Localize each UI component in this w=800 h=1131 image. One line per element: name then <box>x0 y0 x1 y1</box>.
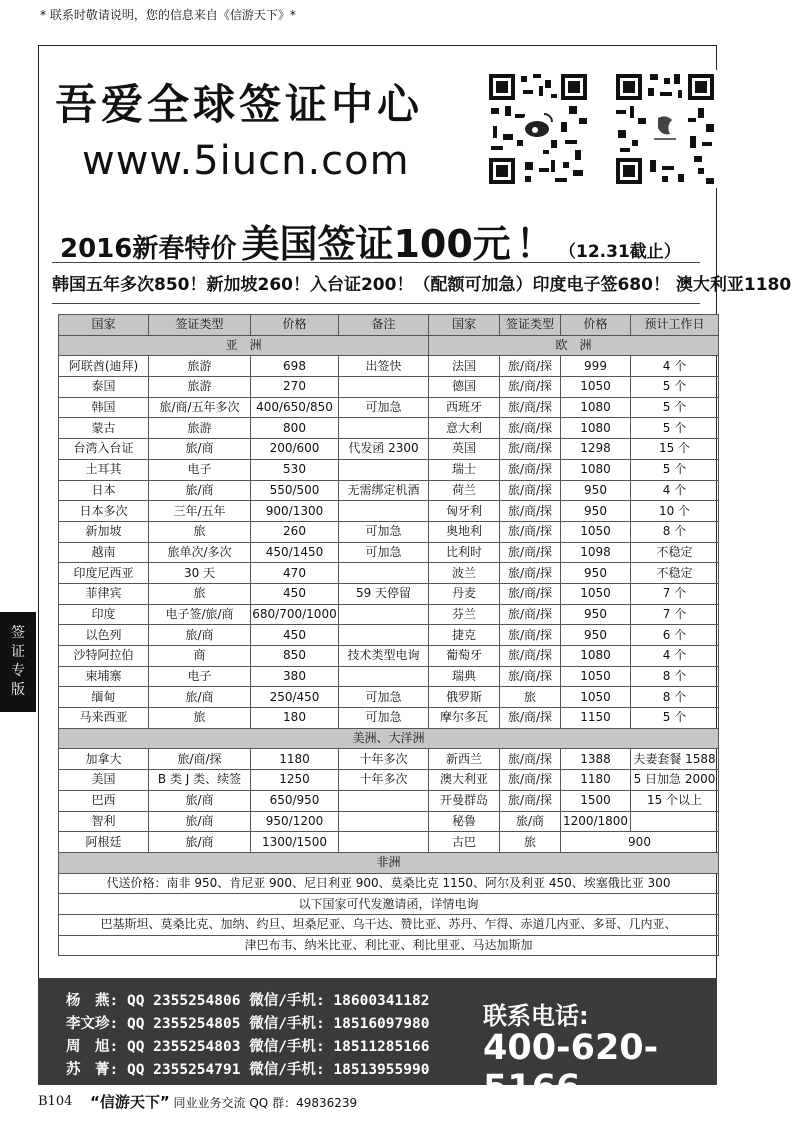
contact-row: 周 旭: QQ 2355254803 微信/手机: 18511285166 <box>66 1039 430 1055</box>
table-cell <box>339 418 429 439</box>
table-cell: 4 个 <box>631 356 719 377</box>
table-cell: 秘鲁 <box>429 811 500 832</box>
table-cell: 200/600 <box>251 439 339 460</box>
table-cell: 1150 <box>561 708 631 729</box>
table-row <box>59 459 719 480</box>
table-row <box>59 356 719 377</box>
table-cell: 950/1200 <box>251 811 339 832</box>
table-cell: 1080 <box>561 459 631 480</box>
table-cell: 出签快 <box>339 356 429 377</box>
table-cell: 旅/商/探 <box>500 418 561 439</box>
table-cell: 旅/商/探 <box>500 563 561 584</box>
table-cell: 韩国 <box>59 397 149 418</box>
table-cell: 美国 <box>59 770 149 791</box>
table-cell <box>339 377 429 398</box>
column-header: 签证类型 <box>500 315 561 336</box>
region-header-africa: 非洲 <box>59 852 719 873</box>
table-cell <box>339 604 429 625</box>
table-cell: 旅/商/探 <box>500 770 561 791</box>
table-cell: 380 <box>251 666 339 687</box>
table-cell: 450 <box>251 625 339 646</box>
table-cell: 旅/商/探 <box>500 583 561 604</box>
table-cell: 智利 <box>59 811 149 832</box>
table-cell: 1298 <box>561 439 631 460</box>
table-cell: 技术类型电询 <box>339 646 429 667</box>
table-cell: 旅/商 <box>149 811 251 832</box>
table-row <box>59 646 719 667</box>
table-cell: 950 <box>561 625 631 646</box>
table-cell: 旅 <box>500 687 561 708</box>
table-cell: 8 个 <box>631 666 719 687</box>
table-cell: 新西兰 <box>429 749 500 770</box>
table-cell: 巴西 <box>59 790 149 811</box>
table-cell: 菲律宾 <box>59 583 149 604</box>
visa-price-table <box>58 314 719 956</box>
table-cell: 芬兰 <box>429 604 500 625</box>
table-cell: 950 <box>561 480 631 501</box>
table-cell: 1250 <box>251 770 339 791</box>
column-header: 价格 <box>561 315 631 336</box>
table-cell: 1050 <box>561 521 631 542</box>
table-cell: 缅甸 <box>59 687 149 708</box>
table-cell: 十年多次 <box>339 770 429 791</box>
table-cell: 950 <box>561 604 631 625</box>
table-cell: 400/650/850 <box>251 397 339 418</box>
region-row <box>59 335 719 356</box>
table-cell: 旅游 <box>149 418 251 439</box>
table-cell: 旅 <box>500 832 561 853</box>
table-cell: 680/700/1000 <box>251 604 339 625</box>
table-row <box>59 501 719 522</box>
table-row <box>59 583 719 604</box>
table-cell: 10 个 <box>631 501 719 522</box>
column-header: 国家 <box>429 315 500 336</box>
contact-row: 苏 菁: QQ 2355254791 微信/手机: 18513955990 <box>66 1062 430 1078</box>
table-cell: 旅/商/探 <box>500 480 561 501</box>
table-cell: 旅/商/探 <box>500 397 561 418</box>
table-cell: 旅/商 <box>149 480 251 501</box>
africa-invitation-countries-cont: 津巴布韦、纳米比亚、利比亚、利比里亚、马达加斯加 <box>59 935 719 956</box>
table-cell: 4 个 <box>631 646 719 667</box>
table-cell: 可加急 <box>339 708 429 729</box>
table-cell: 三年/五年 <box>149 501 251 522</box>
agency-title: 吾爱全球签证中心 <box>55 80 424 129</box>
table-cell: 泰国 <box>59 377 149 398</box>
table-cell: 4 个 <box>631 480 719 501</box>
table-row <box>59 542 719 563</box>
table-cell: 捷克 <box>429 625 500 646</box>
table-cell: 旅/商/探 <box>500 790 561 811</box>
table-cell: 旅/商/探 <box>500 542 561 563</box>
table-row <box>59 397 719 418</box>
column-header: 备注 <box>339 315 429 336</box>
region-header-asia: 亚 洲 <box>59 335 429 356</box>
table-cell: 1180 <box>251 749 339 770</box>
table-cell: 古巴 <box>429 832 500 853</box>
table-cell: 7 个 <box>631 604 719 625</box>
table-cell: 旅/商/探 <box>500 625 561 646</box>
table-row <box>59 770 719 791</box>
table-row <box>59 418 719 439</box>
table-cell: 西班牙 <box>429 397 500 418</box>
table-cell: 沙特阿拉伯 <box>59 646 149 667</box>
table-cell: 旅单次/多次 <box>149 542 251 563</box>
table-cell <box>339 666 429 687</box>
hdr-row <box>59 315 719 336</box>
table-cell: 5 个 <box>631 459 719 480</box>
table-cell: 180 <box>251 708 339 729</box>
table-cell: 电子 <box>149 459 251 480</box>
table-cell: 阿联酋(迪拜) <box>59 356 149 377</box>
region-header-europe: 欧 洲 <box>429 335 719 356</box>
table-cell: 旅/商/探 <box>500 749 561 770</box>
table-cell: 旅/商/探 <box>500 439 561 460</box>
table-cell: 旅 <box>149 708 251 729</box>
table-cell: 旅/商/探 <box>500 708 561 729</box>
table-cell: 摩尔多瓦 <box>429 708 500 729</box>
table-cell: 8 个 <box>631 687 719 708</box>
table-cell: 不稳定 <box>631 563 719 584</box>
table-cell: 旅 <box>149 583 251 604</box>
table-cell: 530 <box>251 459 339 480</box>
promo-subline: 韩国五年多次850！新加坡260！入台证200！（配额可加急）印度电子签680！ 澳大利亚1180 <box>52 275 792 295</box>
table-cell: 英国 <box>429 439 500 460</box>
table-row <box>59 749 719 770</box>
table-cell: 旅/商/探 <box>500 521 561 542</box>
promo-exclaim: ！ <box>515 222 554 266</box>
table-cell: 旅/商 <box>149 687 251 708</box>
table-cell: 950 <box>561 563 631 584</box>
table-cell: 开曼群岛 <box>429 790 500 811</box>
table-cell: 1080 <box>561 397 631 418</box>
table-cell: 旅/商 <box>149 439 251 460</box>
promo-headline <box>60 213 681 268</box>
table-cell: 旅/商/探 <box>149 749 251 770</box>
table-cell: 可加急 <box>339 521 429 542</box>
table-cell: 旅/商/探 <box>500 666 561 687</box>
table-cell: 250/450 <box>251 687 339 708</box>
column-header: 国家 <box>59 315 149 336</box>
table-cell: 电子 <box>149 666 251 687</box>
table-cell: 德国 <box>429 377 500 398</box>
table-cell: 5 个 <box>631 397 719 418</box>
table-cell: 旅/商/探 <box>500 356 561 377</box>
table-row <box>59 811 719 832</box>
table-cell <box>339 832 429 853</box>
table-cell: 5 个 <box>631 708 719 729</box>
table-row <box>59 790 719 811</box>
table-cell: 波兰 <box>429 563 500 584</box>
table-cell: 旅/商/五年多次 <box>149 397 251 418</box>
table-cell: 奥地利 <box>429 521 500 542</box>
table-cell: 550/500 <box>251 480 339 501</box>
table-cell: 850 <box>251 646 339 667</box>
source-notice: * 联系时敬请说明，您的信息来自《信游天下》* <box>40 8 296 22</box>
africa-delivery-prices: 代送价格：南非 950、肯尼亚 900、尼日利亚 900、莫桑比克 1150、阿尔及利亚 450、埃塞俄比亚 300 <box>59 873 719 894</box>
table-cell <box>339 501 429 522</box>
table-cell: 7 个 <box>631 583 719 604</box>
region-row <box>59 728 719 749</box>
table-cell: 日本多次 <box>59 501 149 522</box>
table-cell: 1180 <box>561 770 631 791</box>
table-cell: 阿根廷 <box>59 832 149 853</box>
table-cell: 匈牙利 <box>429 501 500 522</box>
table-cell <box>339 811 429 832</box>
table-cell: 1300/1500 <box>251 832 339 853</box>
table-cell: 瑞士 <box>429 459 500 480</box>
table-cell: 旅/商/探 <box>500 377 561 398</box>
table-cell: 5 个 <box>631 377 719 398</box>
table-cell: 印度 <box>59 604 149 625</box>
table-cell: 无需绑定机酒 <box>339 480 429 501</box>
table-cell: 旅/商/探 <box>500 459 561 480</box>
table-cell: 夫妻套餐 1588 <box>631 749 719 770</box>
contact-row: 李文珍: QQ 2355254805 微信/手机: 18516097980 <box>66 1016 430 1032</box>
table-cell: 丹麦 <box>429 583 500 604</box>
table-cell: 可加急 <box>339 397 429 418</box>
table-cell: 商 <box>149 646 251 667</box>
promo-us-visa-price: 美国签证100元 <box>241 222 511 266</box>
table-cell: 8 个 <box>631 521 719 542</box>
table-cell: 6 个 <box>631 625 719 646</box>
table-cell: 1200/1800 <box>561 811 631 832</box>
agency-url[interactable]: www.5iucn.com <box>82 138 410 184</box>
promo-year-label: 2016新春特价 <box>60 234 237 264</box>
column-header: 价格 <box>251 315 339 336</box>
table-cell: 1080 <box>561 646 631 667</box>
table-cell: 450/1450 <box>251 542 339 563</box>
table-cell <box>339 625 429 646</box>
table-cell <box>339 790 429 811</box>
table-cell: 5 日加急 2000 <box>631 770 719 791</box>
divider-bottom <box>52 303 700 304</box>
table-cell <box>339 563 429 584</box>
hotline-number[interactable]: 400-620-5166 <box>483 1028 659 1108</box>
qq-group-info: “信游天下” 同业业务交流 QQ 群：49836239 <box>90 1093 358 1111</box>
table-row <box>59 563 719 584</box>
table-cell: 新加坡 <box>59 521 149 542</box>
table-row <box>59 687 719 708</box>
table-row <box>59 666 719 687</box>
table-cell: 旅/商/探 <box>500 501 561 522</box>
table-cell: 旅/商 <box>149 625 251 646</box>
table-row <box>59 832 719 853</box>
table-cell: 俄罗斯 <box>429 687 500 708</box>
table-cell: 1388 <box>561 749 631 770</box>
table-cell: 1080 <box>561 418 631 439</box>
table-row <box>59 521 719 542</box>
table-cell: 1050 <box>561 377 631 398</box>
table-cell: 可加急 <box>339 542 429 563</box>
table-row <box>59 708 719 729</box>
table-cell: 1098 <box>561 542 631 563</box>
page-number: B104 <box>38 1094 73 1109</box>
table-cell: 900 <box>561 832 719 853</box>
table-cell: B 类 J 类、续签 <box>149 770 251 791</box>
region-row <box>59 852 719 873</box>
table-cell: 15 个 <box>631 439 719 460</box>
table-cell: 以色列 <box>59 625 149 646</box>
table-cell: 650/950 <box>251 790 339 811</box>
table-cell: 柬埔寨 <box>59 666 149 687</box>
table-row <box>59 625 719 646</box>
table-row <box>59 894 719 915</box>
visa-section-tab: 签 证 专 版 <box>0 612 36 712</box>
table-cell: 800 <box>251 418 339 439</box>
table-row <box>59 873 719 894</box>
table-cell: 加拿大 <box>59 749 149 770</box>
table-cell: 马来西亚 <box>59 708 149 729</box>
africa-invitation-note: 以下国家可代发邀请函，详情电询 <box>59 894 719 915</box>
table-cell: 旅/商/探 <box>500 604 561 625</box>
table-cell: 蒙古 <box>59 418 149 439</box>
table-row <box>59 377 719 398</box>
table-cell: 越南 <box>59 542 149 563</box>
hotline-label: 联系电话: <box>483 1002 589 1030</box>
table-cell: 印度尼西亚 <box>59 563 149 584</box>
table-cell: 698 <box>251 356 339 377</box>
table-cell: 比利时 <box>429 542 500 563</box>
region-header-americas: 美洲、大洋洲 <box>59 728 719 749</box>
table-cell: 意大利 <box>429 418 500 439</box>
table-cell: 1500 <box>561 790 631 811</box>
africa-invitation-countries: 巴基斯坦、莫桑比克、加纳、约旦、坦桑尼亚、乌干达、赞比亚、苏丹、乍得、赤道几内亚、多哥、几内亚、 <box>59 914 719 935</box>
table-cell: 电子签/旅/商 <box>149 604 251 625</box>
table-cell: 旅游 <box>149 356 251 377</box>
table-cell: 450 <box>251 583 339 604</box>
table-row <box>59 914 719 935</box>
table-cell: 30 天 <box>149 563 251 584</box>
promo-deadline: （12.31截止） <box>559 242 681 262</box>
table-row <box>59 439 719 460</box>
table-cell: 法国 <box>429 356 500 377</box>
table-cell: 台湾入台证 <box>59 439 149 460</box>
table-row <box>59 480 719 501</box>
table-cell: 270 <box>251 377 339 398</box>
table-cell <box>339 459 429 480</box>
table-cell: 不稳定 <box>631 542 719 563</box>
table-cell: 1050 <box>561 666 631 687</box>
table-row <box>59 604 719 625</box>
wechat-qr-code <box>612 70 718 188</box>
table-cell: 十年多次 <box>339 749 429 770</box>
divider-top <box>52 262 700 263</box>
table-cell: 可加急 <box>339 687 429 708</box>
table-cell: 旅/商/探 <box>500 646 561 667</box>
table-cell: 59 天停留 <box>339 583 429 604</box>
table-cell: 代发函 2300 <box>339 439 429 460</box>
table-cell: 470 <box>251 563 339 584</box>
table-row <box>59 935 719 956</box>
contact-row: 杨 燕: QQ 2355254806 微信/手机: 18600341182 <box>66 993 430 1009</box>
table-cell: 旅游 <box>149 377 251 398</box>
table-cell: 950 <box>561 501 631 522</box>
table-cell: 旅 <box>149 521 251 542</box>
table-cell: 葡萄牙 <box>429 646 500 667</box>
table-cell: 15 个以上 <box>631 790 719 811</box>
table-cell: 1050 <box>561 583 631 604</box>
table-cell: 1050 <box>561 687 631 708</box>
table-cell: 澳大利亚 <box>429 770 500 791</box>
table-cell: 土耳其 <box>59 459 149 480</box>
weibo-qr-code <box>485 70 591 188</box>
table-cell: 旅/商 <box>149 832 251 853</box>
table-cell: 999 <box>561 356 631 377</box>
table-cell: 旅/商 <box>149 790 251 811</box>
column-header: 预计工作日 <box>631 315 719 336</box>
table-cell: 荷兰 <box>429 480 500 501</box>
table-cell <box>631 811 719 832</box>
column-header: 签证类型 <box>149 315 251 336</box>
table-cell: 260 <box>251 521 339 542</box>
table-cell: 900/1300 <box>251 501 339 522</box>
table-cell: 旅/商 <box>500 811 561 832</box>
table-cell: 5 个 <box>631 418 719 439</box>
table-cell: 瑞典 <box>429 666 500 687</box>
table-cell: 日本 <box>59 480 149 501</box>
